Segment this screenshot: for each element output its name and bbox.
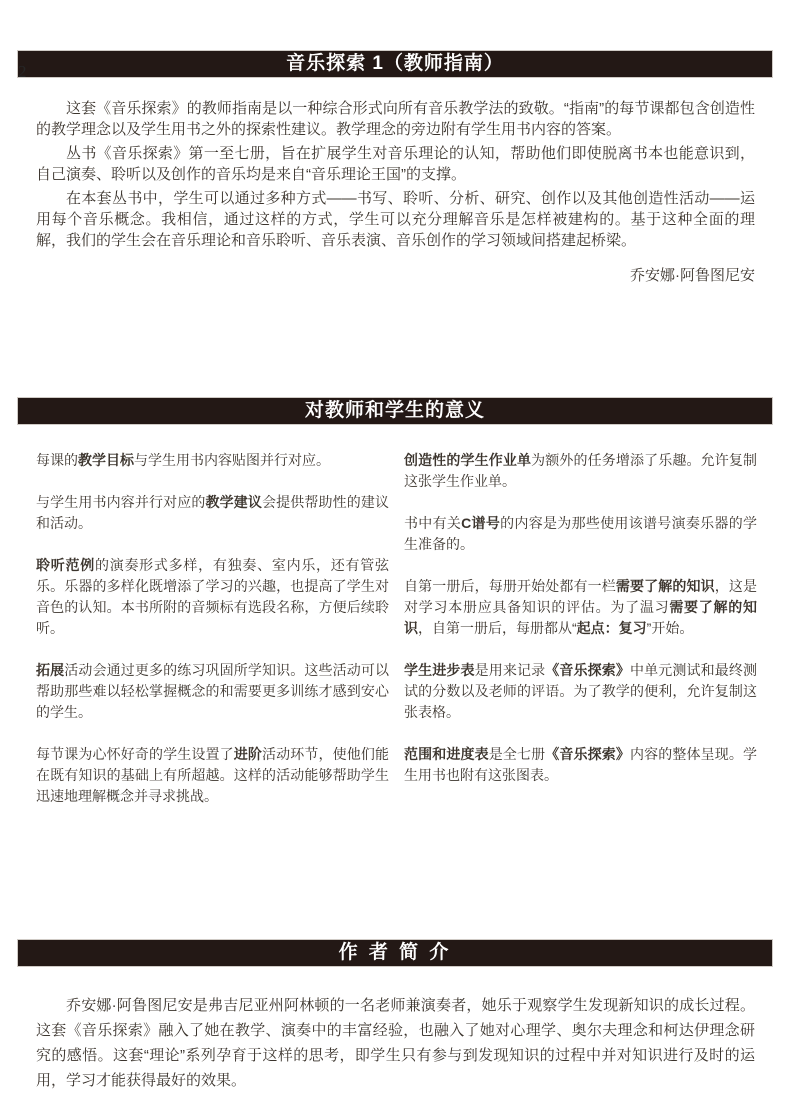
column-paragraph: 拓展活动会通过更多的练习巩固所学知识。这些活动可以帮助那些难以轻松掌握概念的和需要更多训练才感到安心的学生。 [36, 662, 389, 720]
intro-paragraph: 这套《音乐探索》的教师指南是以一种综合形式向所有音乐教学法的致敬。“指南”的每节课都包含创造性的教学理念以及学生用书之外的探索性建议。教学理念的旁边附有学生用书内容的答案。 [36, 100, 755, 138]
intro-text-block [36, 98, 755, 251]
intro-paragraph: 在本套丛书中，学生可以通过多种方式——书写、聆听、分析、研究、创作以及其他创造性活动——运用每个音乐概念。我相信，通过这样的方式，学生可以充分理解音乐是怎样被建构的。基于这种全面的理解，我们的学生会在音乐理论和音乐聆听、音乐表演、音乐创作的学习领域间搭建起桥梁。 [36, 190, 755, 249]
section-banner-author-bio [17, 939, 773, 967]
author-attribution: 乔安娜·阿鲁图尼安 [630, 267, 755, 284]
column-paragraph: 范围和进度表是全七册《音乐探索》内容的整体呈现。学生用书也附有这张图表。 [404, 746, 757, 783]
intro-paragraph: 丛书《音乐探索》第一至七册，旨在扩展学生对音乐理论的认知，帮助他们即使脱离书本也能意识到，自己演奏、聆听以及创作的音乐均是来自“音乐理论王国”的支撑。 [36, 145, 755, 183]
section-banner-significance [17, 397, 773, 425]
column-paragraph: 学生进步表是用来记录《音乐探索》中单元测试和最终测试的分数以及老师的评语。为了教学的便利，允许复制这张表格。 [404, 662, 757, 720]
left-column [36, 450, 389, 807]
column-paragraph: 创造性的学生作业单为额外的任务增添了乐趣。允许复制这张学生作业单。 [404, 452, 757, 489]
column-paragraph: 每节课为心怀好奇的学生设置了进阶活动环节，使他们能在既有知识的基础上有所超越。这样的活动能够帮助学生迅速地理解概念并寻求挑战。 [36, 746, 389, 804]
significance-columns [36, 450, 757, 807]
author-section-title: 作 者 简 介 [338, 942, 452, 963]
document-page [0, 50, 790, 1113]
column-paragraph: 书中有关C谱号的内容是为那些使用该谱号演奏乐器的学生准备的。 [404, 515, 758, 552]
author-bio-paragraph: 乔安娜·阿鲁图尼安是弗吉尼亚州阿林顿的一名老师兼演奏者，她乐于观察学生发现新知识的成长过程。这套《音乐探索》融入了她在教学、演奏中的丰富经验，也融入了她对心理学、奥尔夫理念和柯达伊理念研究的感悟。这套“理论”系列孕育于这样的思考，即学生只有参与到发现知识的过程中并对知识进行及时的运用，学习才能获得最好的效果。 [36, 997, 755, 1089]
column-paragraph: 与学生用书内容并行对应的教学建议会提供帮助性的建议和活动。 [36, 494, 389, 531]
book-title: 音乐探索 1（教师指南） [286, 53, 504, 74]
column-paragraph: 自第一册后，每册开始处都有一栏需要了解的知识，这是对学习本册应具备知识的评估。为了温习需要了解的知识，自第一册后，每册都从“起点：复习”开始。 [404, 578, 758, 636]
section-banner-book-title [17, 50, 773, 78]
page-number: 2 [18, 62, 27, 81]
author-bio-block [36, 993, 755, 1093]
right-column [404, 450, 757, 807]
column-paragraph: 聆听范例的演奏形式多样，有独奏、室内乐，还有管弦乐。乐器的多样化既增添了学习的兴趣，也提高了学生对音色的认知。本书所附的音频标有选段名称，方便后续聆听。 [36, 557, 390, 636]
significance-title: 对教师和学生的意义 [304, 400, 485, 421]
column-paragraph: 每课的教学目标与学生用书内容贴图并行对应。 [36, 452, 330, 468]
